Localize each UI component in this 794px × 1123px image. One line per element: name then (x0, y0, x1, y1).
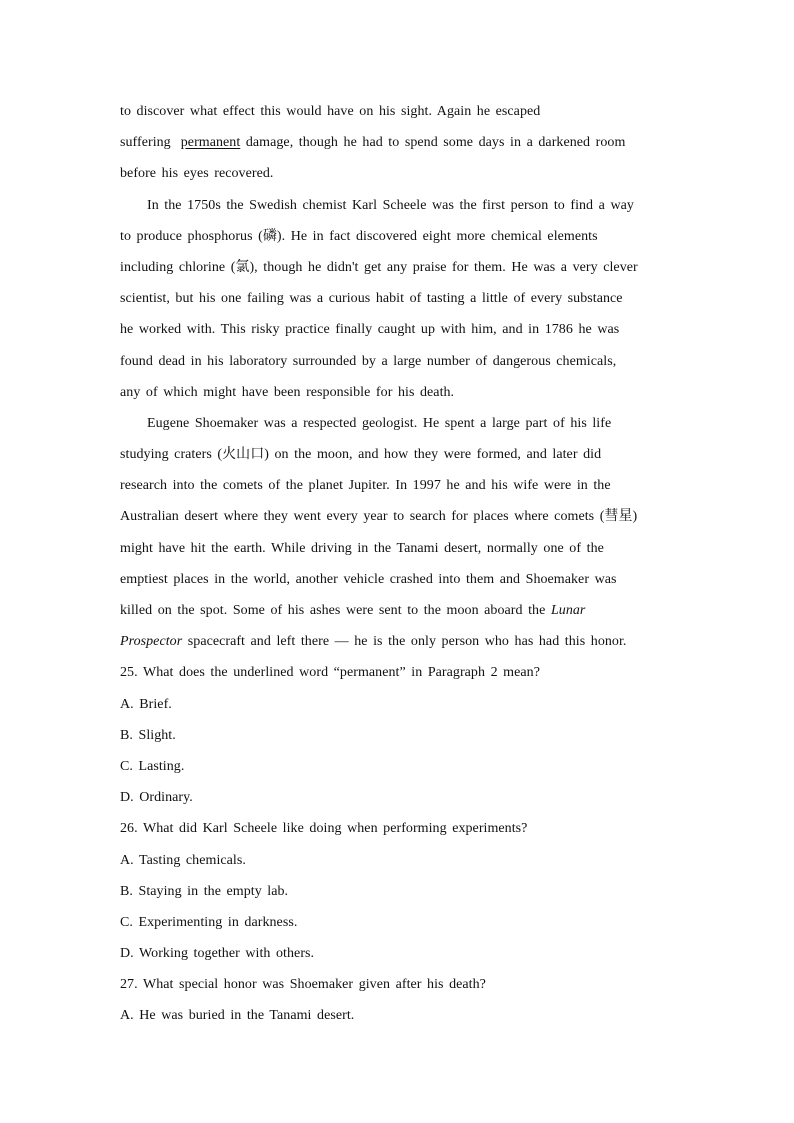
text-line: Eugene Shoemaker was a respected geologist. He spent a large part of his life (147, 415, 612, 431)
paragraph-2-scheele (120, 195, 680, 413)
text-line: he worked with. This risky practice finally caught up with him, and in 1786 he was (120, 322, 620, 338)
text-line (120, 600, 680, 631)
answer-option-d: D. Working together with others. (120, 946, 315, 962)
text-line: studying craters (火山口) on the moon, and how they were formed, and later did (120, 447, 602, 463)
text-span: suffering (120, 135, 171, 151)
question-stem: 25. What does the underlined word “permanent” in Paragraph 2 mean? (120, 665, 540, 681)
answer-option-a: A. Brief. (120, 696, 172, 712)
answer-option-d: D. Ordinary. (120, 790, 193, 806)
document-page (120, 101, 680, 1037)
text-line: before his eyes recovered. (120, 166, 274, 182)
text-span: killed on the spot. Some of his ashes were sent to the moon aboard the (120, 603, 546, 618)
text-line: to produce phosphorus (磷). He in fact discovered eight more chemical elements (120, 228, 598, 244)
paragraph-1-continued (120, 101, 680, 195)
text-line: found dead in his laboratory surrounded by a large number of dangerous chemicals, (120, 353, 617, 369)
answer-option-c: C. Experimenting in darkness. (120, 914, 298, 930)
text-span: damage, though he had to spend some days in a darkened room (245, 135, 626, 151)
text-line: scientist, but his one failing was a curious habit of tasting a little of every substance (120, 291, 623, 307)
text-line: emptiest places in the world, another vehicle crashed into them and Shoemaker was (120, 571, 617, 587)
question-27 (120, 974, 680, 1036)
text-line: to discover what effect this would have on his sight. Again he escaped (120, 104, 541, 119)
answer-option-a: A. He was buried in the Tanami desert. (120, 1008, 355, 1024)
text-line (120, 132, 680, 163)
text-span: spacecraft and left there — he is the only person who has had this honor. (187, 634, 627, 650)
question-26 (120, 818, 680, 974)
answer-option-a: A. Tasting chemicals. (120, 852, 246, 868)
text-line (120, 631, 680, 662)
answer-option-c: C. Lasting. (120, 758, 185, 774)
question-stem: 27. What special honor was Shoemaker given after his death? (120, 977, 486, 993)
text-line: might have hit the earth. While driving in the Tanami desert, normally one of the (120, 540, 604, 556)
italic-title-prospector: Prospector (120, 634, 183, 650)
underlined-word-permanent: permanent (180, 135, 241, 151)
text-line: including chlorine (氯), though he didn't get any praise for them. He was a very clever (120, 259, 638, 275)
answer-option-b: B. Slight. (120, 727, 176, 743)
text-line: research into the comets of the planet Jupiter. In 1997 he and his wife were in the (120, 478, 611, 494)
paragraph-3-shoemaker (120, 413, 680, 663)
answer-option-b: B. Staying in the empty lab. (120, 883, 289, 899)
text-line: any of which might have been responsible for his death. (120, 384, 455, 400)
text-line: In the 1750s the Swedish chemist Karl Scheele was the first person to find a way (147, 197, 634, 213)
question-25 (120, 662, 680, 818)
italic-title-lunar: Lunar (550, 603, 586, 618)
question-stem: 26. What did Karl Scheele like doing when performing experiments? (120, 821, 528, 837)
text-line: Australian desert where they went every year to search for places where comets (彗星) (120, 509, 638, 525)
